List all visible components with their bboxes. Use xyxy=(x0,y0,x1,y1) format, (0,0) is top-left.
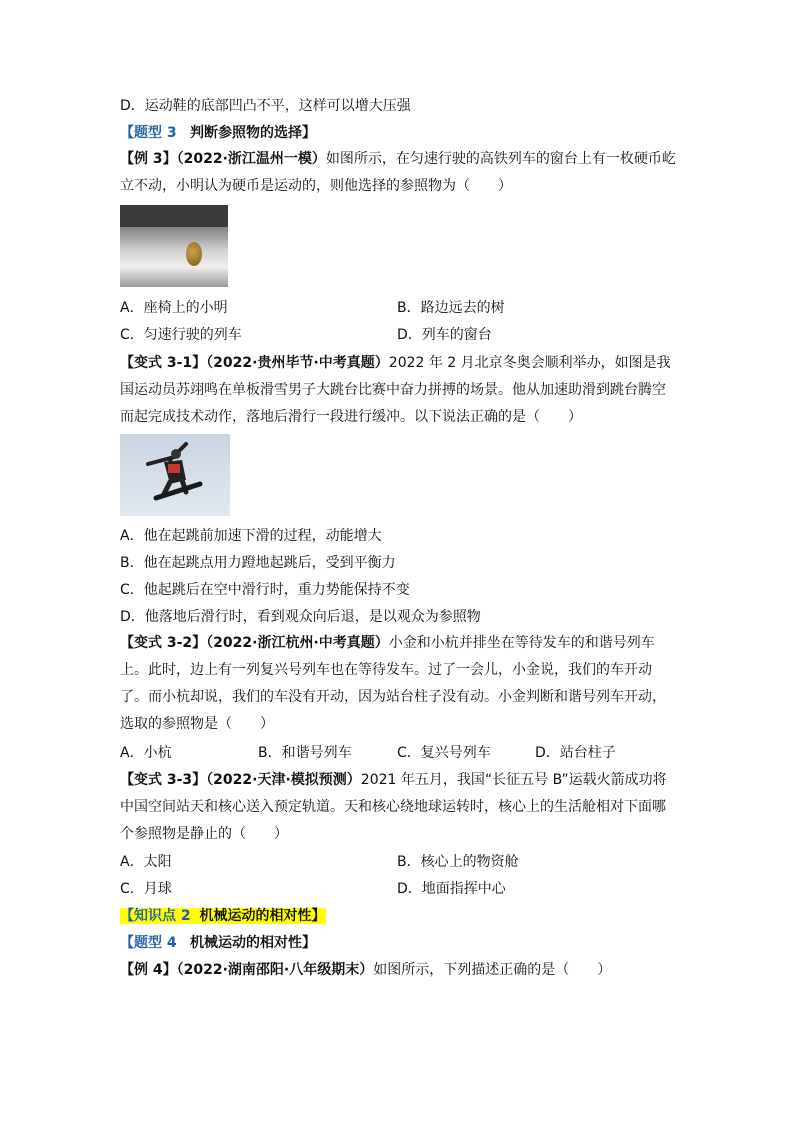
example3-text: 如图所示，在匀速行驶的高铁列车的窗台上有一枚硬币屹立不动，小明认为硬币是运动的，则他选择的参照物为（ ） xyxy=(120,151,676,194)
variant31-option-b: B．他在起跳点用力蹬地起跳后，受到平衡力 xyxy=(120,555,396,571)
example3-option-d: D．列车的窗台 xyxy=(397,327,492,343)
variant32-source: （2022·浙江杭州·中考真题） xyxy=(206,635,389,651)
type4-title: 机械运动的相对性】 xyxy=(189,935,316,951)
variant33-option-c: C．月球 xyxy=(120,881,172,897)
variant31-question xyxy=(120,350,676,431)
variant31-option-d: D．他落地后滑行时，看到观众向后退，是以观众为参照物 xyxy=(120,609,481,625)
example4-question xyxy=(120,960,611,980)
example3-option-b: B．路边远去的树 xyxy=(397,300,505,316)
variant32-question xyxy=(120,630,676,738)
section-heading-type3 xyxy=(120,123,316,143)
knowledge-point2-heading xyxy=(120,906,326,926)
variant31-text: 2022 年 2 月北京冬奥会顺利举办，如图是我国运动员苏翊鸣在单板滑雪男子大跳台比赛中奋力拼搏的场景。他从加速助滑到跳台腾空而起完成技术动作，落地后滑行一段进行缓冲。以下说法正确的是（ ） xyxy=(120,355,671,425)
variant32-option-d: D．站台柱子 xyxy=(535,745,616,761)
example3-source: （2022·浙江温州一模） xyxy=(176,151,326,167)
example4-source: （2022·湖南邵阳·八年级期末） xyxy=(176,962,374,978)
variant33-option-d: D．地面指挥中心 xyxy=(397,881,506,897)
coin-on-windowsill-image xyxy=(120,205,228,287)
example4-tag: 【例 4】 xyxy=(120,962,177,978)
train-window-shadow xyxy=(120,205,228,227)
variant32-option-b: B．和谐号列车 xyxy=(258,745,352,761)
variant31-tag: 【变式 3-1】 xyxy=(120,355,207,371)
section-heading-type4 xyxy=(120,933,316,953)
example3-tag: 【例 3】 xyxy=(120,151,177,167)
option-d-previous: D．运动鞋的底部凹凸不平，这样可以增大压强 xyxy=(120,98,411,114)
variant31-option-a: A．他在起跳前加速下滑的过程，动能增大 xyxy=(120,528,382,544)
variant33-option-a: A．太阳 xyxy=(120,854,172,870)
variant31-option-c: C．他起跳后在空中滑行时，重力势能保持不变 xyxy=(120,582,410,598)
variant33-tag: 【变式 3-3】 xyxy=(120,772,207,788)
variant33-option-b: B．核心上的物资舱 xyxy=(397,854,519,870)
knowledge-point2-title: 机械运动的相对性】 xyxy=(199,908,326,924)
example3-option-a: A．座椅上的小明 xyxy=(120,300,228,316)
variant32-text: 小金和小杭并排坐在等待发车的和谐号列车上。此时，边上有一列复兴号列车也在等待发车。过了一会儿，小金说，我们的车开动了。而小杭却说，我们的车没有开动，因为站台柱子没有动。小金判断和谐号列车开动，选取的参照物是（ ） xyxy=(120,635,666,732)
knowledge-point2-tag: 【知识点 2 xyxy=(120,908,191,924)
snowboarder-image xyxy=(120,434,230,516)
type4-tag: 【题型 4 xyxy=(120,935,177,951)
variant32-tag: 【变式 3-2】 xyxy=(120,635,207,651)
type3-tag: 【题型 3 xyxy=(120,125,177,141)
example4-text: 如图所示，下列描述正确的是（ ） xyxy=(373,962,612,978)
coin-icon xyxy=(186,242,202,266)
variant33-question xyxy=(120,767,676,848)
example3-question xyxy=(120,146,676,200)
example3-option-c: C．匀速行驶的列车 xyxy=(120,327,242,343)
variant32-option-a: A．小杭 xyxy=(120,745,172,761)
variant32-option-c: C．复兴号列车 xyxy=(397,745,491,761)
type3-title: 判断参照物的选择】 xyxy=(189,125,316,141)
variant33-source: （2022·天津·模拟预测） xyxy=(206,772,361,788)
variant33-text: 2021 年五月，我国“长征五号 B”运载火箭成功将中国空间站天和核心送入预定轨道。天和核心绕地球运转时，核心上的生活舱相对下面哪个参照物是静止的（ ） xyxy=(120,772,667,842)
snowboarder-icon xyxy=(120,434,230,516)
variant31-source: （2022·贵州毕节·中考真题） xyxy=(206,355,389,371)
